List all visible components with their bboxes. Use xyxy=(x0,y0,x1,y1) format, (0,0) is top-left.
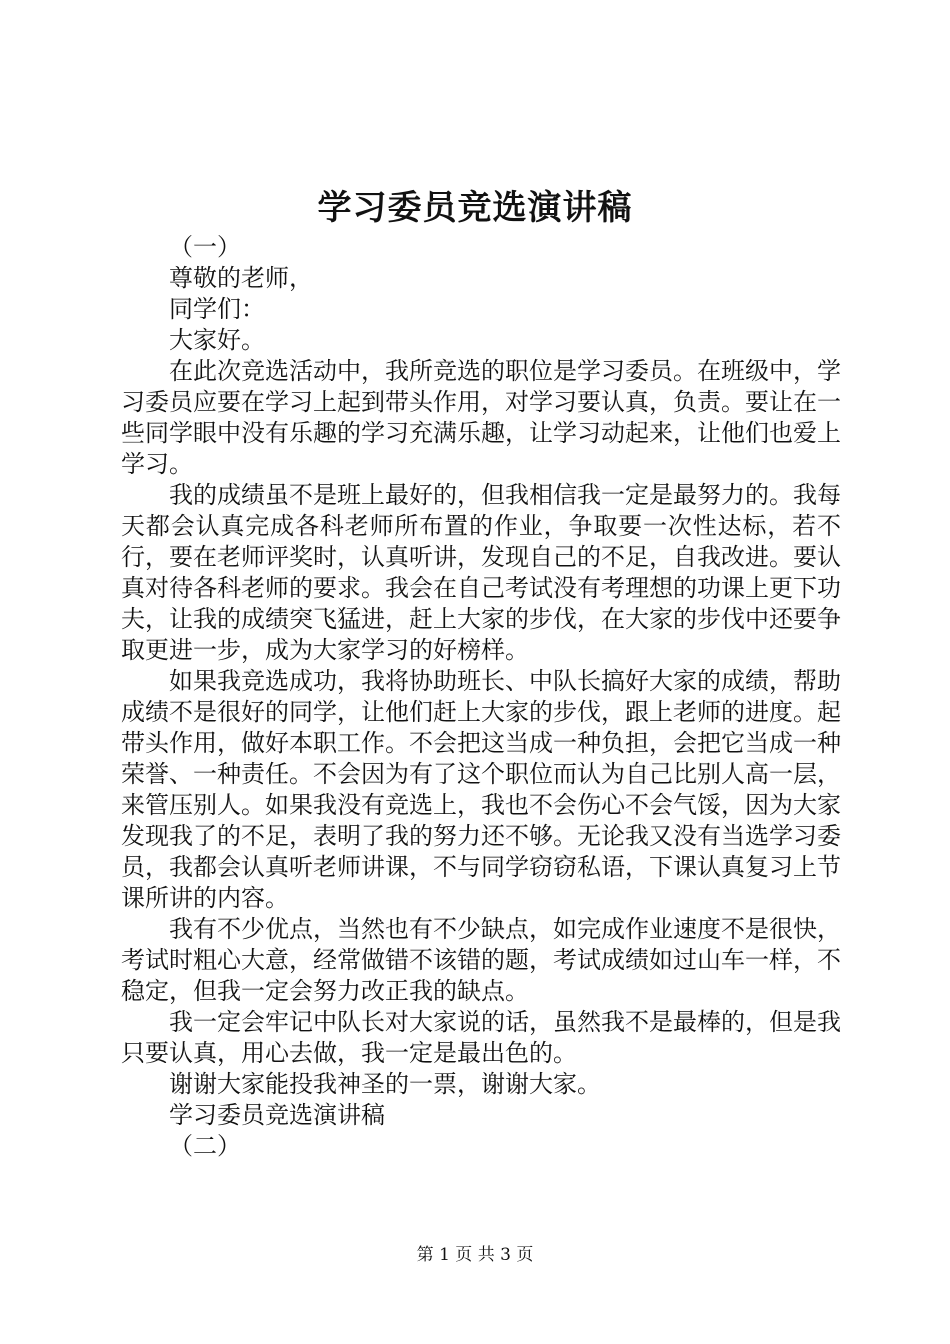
paragraph: 我的成绩虽不是班上最好的，但我相信我一定是最努力的。我每天都会认真完成各科老师所布置的作业，争取要一次性达标，若不行，要在老师评奖时，认真听讲，发现自己的不足，自我改进。要认真对待各科老师的要求。我会在自己考试没有考理想的功课上更下功夫，让我的成绩突飞猛进，赶上大家的步伐，在大家的步伐中还要争取更进一步，成为大家学习的好榜样。 xyxy=(121,481,841,664)
salutation-teachers: 尊敬的老师， xyxy=(169,264,313,292)
greeting: 大家好。 xyxy=(169,326,265,354)
paragraph: 我有不少优点，当然也有不少缺点，如完成作业速度不是很快，考试时粗心大意，经常做错不该错的题，考试成绩如过山车一样，不稳定，但我一定会努力改正我的缺点。 xyxy=(121,915,841,1005)
page-number-footer: 第 1 页 共 3 页 xyxy=(416,1245,534,1265)
paragraph: 如果我竞选成功，我将协助班长、中队长搞好大家的成绩，帮助成绩不是很好的同学，让他们赶上大家的步伐，跟上老师的进度。起带头作用，做好本职工作。不会把这当成一种负担，会把它当成一种荣誉、一种责任。不会因为有了这个职位而认为自己比别人高一层，来管压别人。如果我没有竞选上，我也不会伤心不会气馁，因为大家发现我了的不足，表明了我的努力还不够。无论我又没有当选学习委员，我都会认真听老师讲课，不与同学窃窃私语，下课认真复习上节课所讲的内容。 xyxy=(121,667,841,912)
document-title: 学习委员竞选演讲稿 xyxy=(317,188,633,228)
paragraph: 我一定会牢记中队长对大家说的话，虽然我不是最棒的，但是我只要认真，用心去做，我一定是最出色的。 xyxy=(121,1008,841,1067)
salutation-classmates: 同学们： xyxy=(169,295,265,323)
paragraph: 在此次竞选活动中，我所竞选的职位是学习委员。在班级中，学习委员应要在学习上起到带头作用，对学习要认真，负责。要让在一些同学眼中没有乐趣的学习充满乐趣，让学习动起来，让他们也爱上学习。 xyxy=(121,357,841,478)
section-heading-2: （二） xyxy=(169,1132,241,1160)
document-body xyxy=(121,232,841,1162)
closing-thanks: 谢谢大家能投我神圣的一票，谢谢大家。 xyxy=(169,1070,601,1098)
section-heading-1: （一） xyxy=(169,233,241,261)
section-title-repeat: 学习委员竞选演讲稿 xyxy=(169,1101,385,1129)
